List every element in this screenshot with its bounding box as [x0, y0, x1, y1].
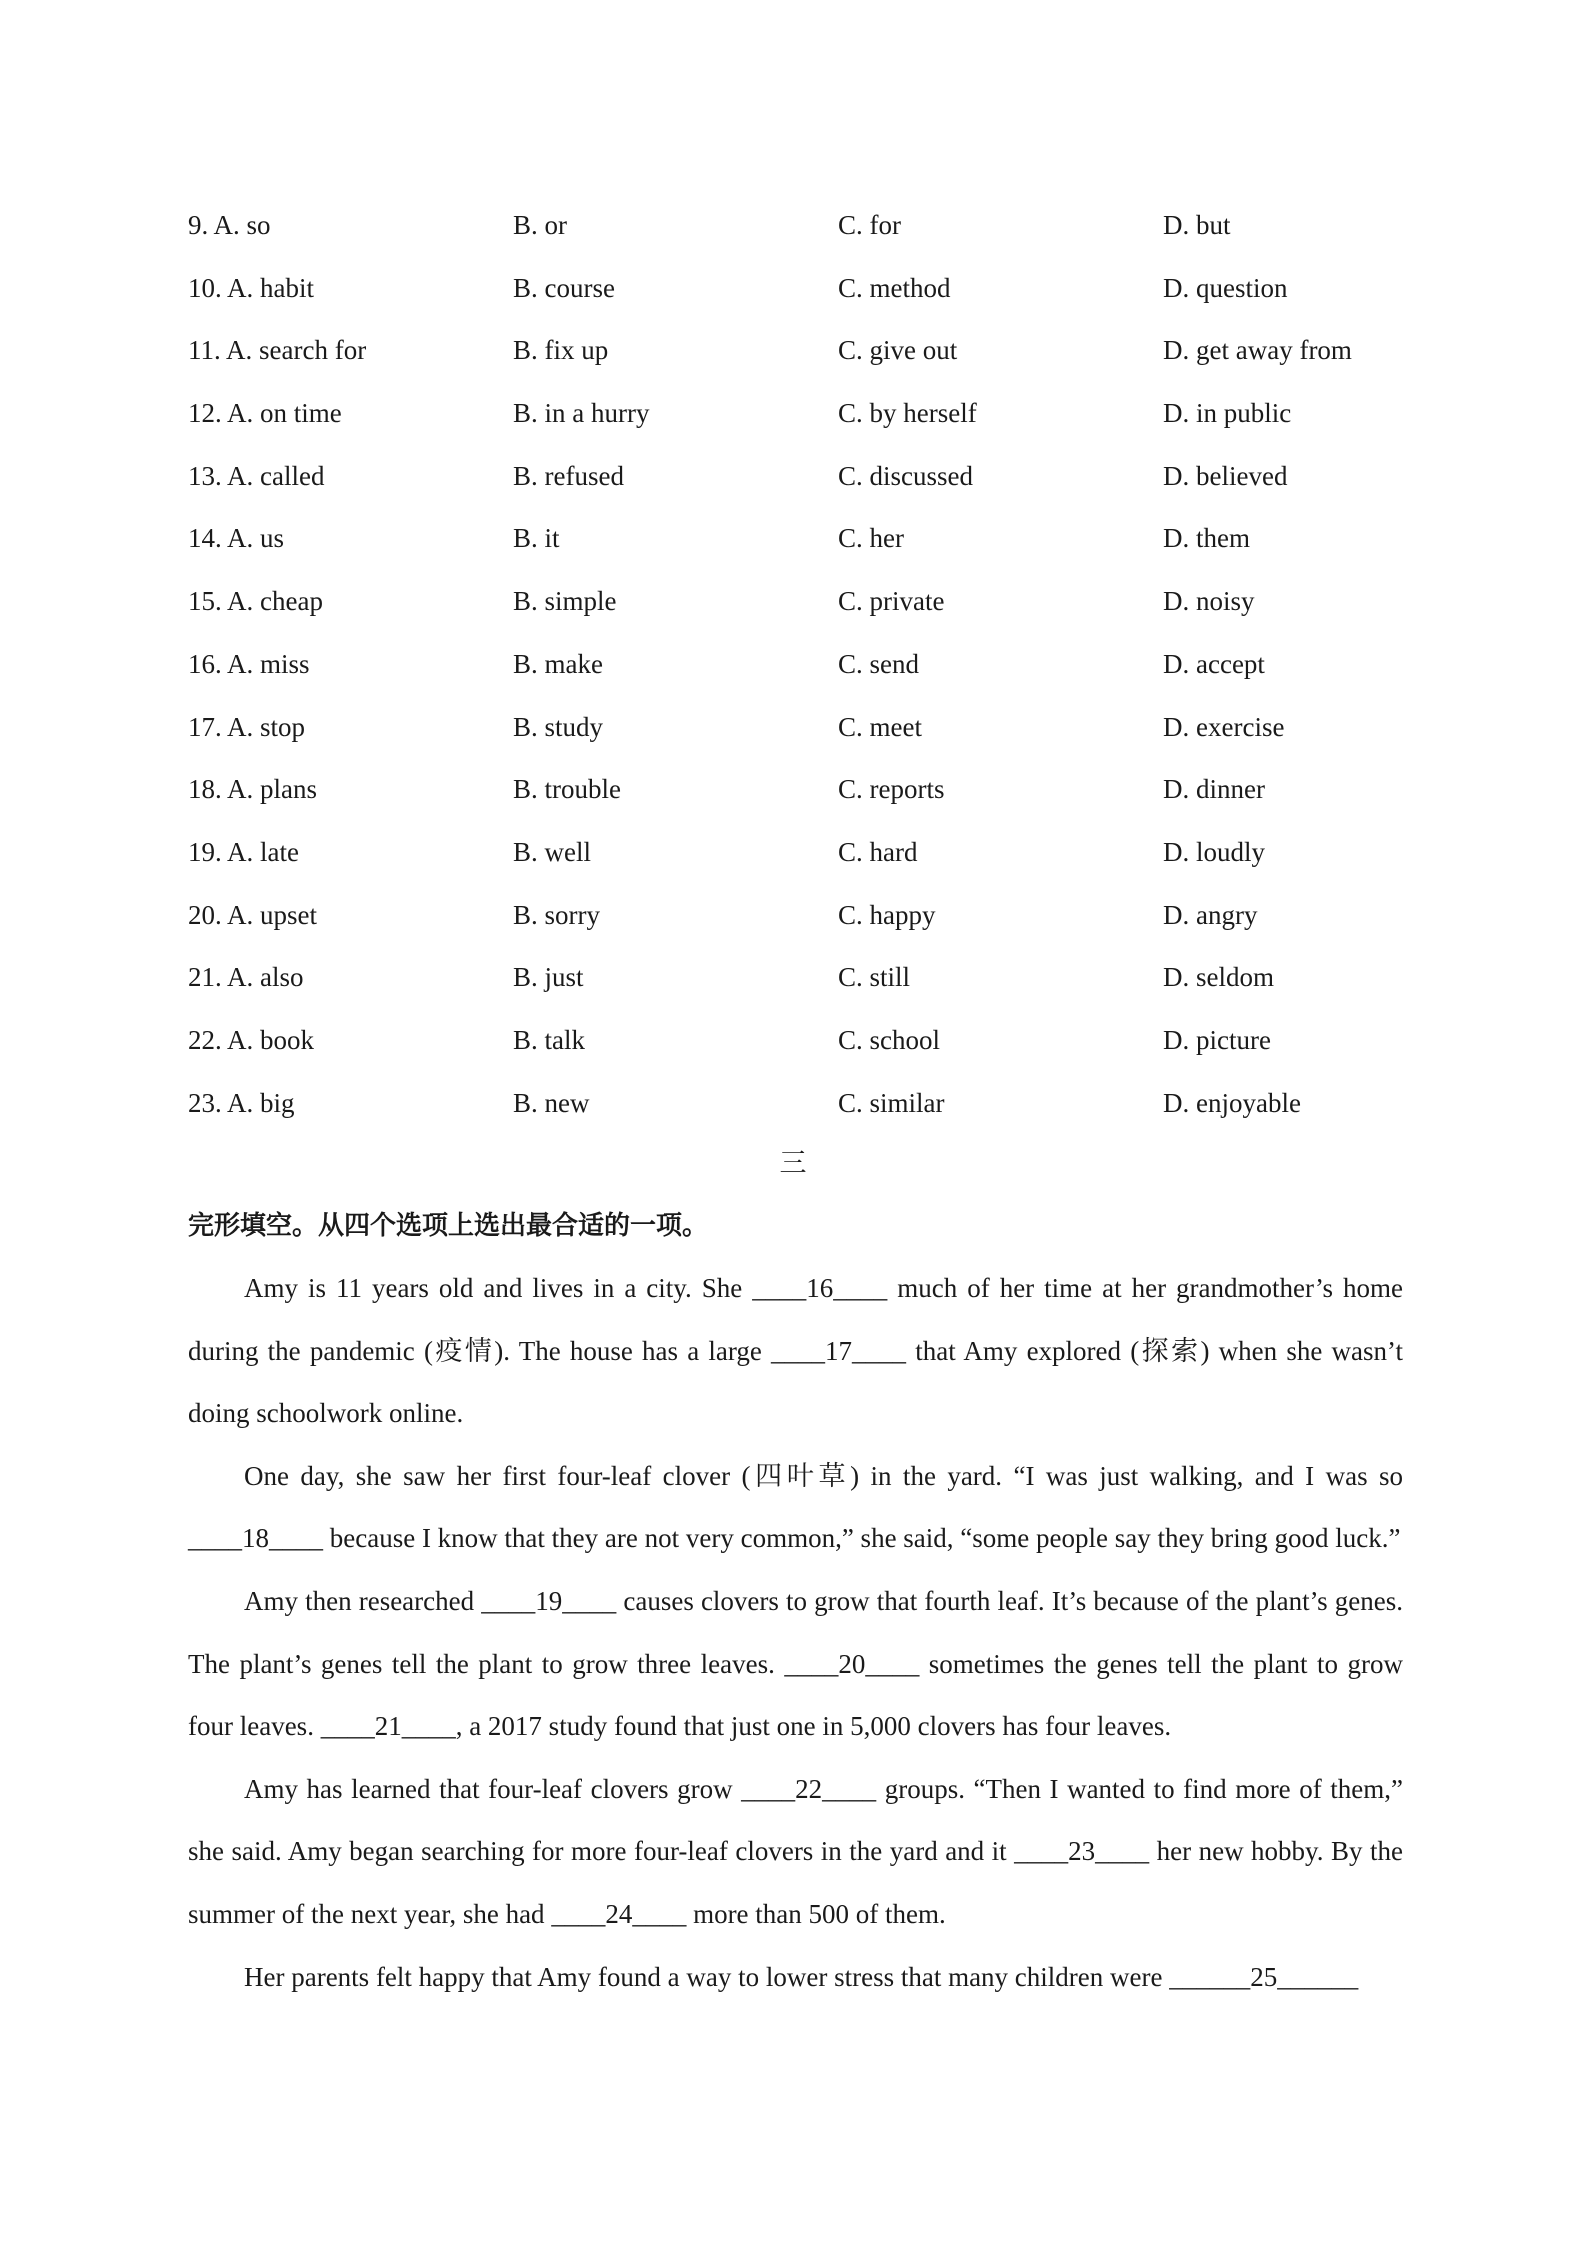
passage-text: Amy is 11 years old and lives in a city. She	[244, 1273, 753, 1303]
cloze-passage	[188, 1257, 1403, 2008]
passage-text: groups. “Then I wanted to find more of them,” she said. Amy began searching for more four-leaf clovers in the yard and it	[188, 1773, 1403, 1867]
option-a: 23. A. big	[188, 1087, 295, 1118]
blank-22: ____22____	[741, 1773, 877, 1804]
passage-text: One day, she saw her first four-leaf clover (四叶草) in the yard. “I was just walking, and I was so	[244, 1460, 1403, 1491]
option-a: 14. A. us	[188, 523, 285, 554]
option-c: C. private	[838, 586, 945, 617]
option-b: B. or	[513, 210, 567, 240]
passage-paragraph-3	[188, 1570, 1403, 1758]
passage-paragraph-5	[188, 1946, 1403, 2009]
blank-23: ____23____	[1014, 1836, 1150, 1867]
option-c: C. her	[838, 523, 904, 554]
option-row-18	[188, 758, 1448, 821]
passage-paragraph-1	[188, 1257, 1403, 1445]
option-row-22	[188, 1009, 1448, 1072]
option-a: 9. A. so	[188, 210, 271, 240]
option-b: B. fix up	[513, 335, 609, 366]
option-b: B. new	[513, 1087, 590, 1118]
passage-text: causes clovers to grow that fourth leaf. It’s because of the plant’s genes. The plant’s genes tell the plant to grow three leaves.	[188, 1585, 1403, 1679]
option-d: D. in public	[1163, 398, 1292, 429]
blank-21: ____21____	[320, 1711, 456, 1742]
option-c: C. still	[838, 962, 911, 993]
option-d: D. dinner	[1163, 774, 1265, 805]
option-a: 19. A. late	[188, 836, 299, 867]
option-row-12	[188, 382, 1448, 445]
option-c: C. by herself	[838, 398, 977, 429]
option-d: D. question	[1163, 272, 1288, 303]
option-b: B. in a hurry	[513, 398, 650, 429]
option-b: B. refused	[513, 460, 624, 491]
blank-17: ____17____	[771, 1335, 907, 1366]
option-d: D. them	[1163, 523, 1250, 554]
option-c: C. give out	[838, 335, 958, 366]
blank-19: ____19____	[481, 1585, 617, 1616]
answer-options-table	[188, 194, 1448, 1134]
option-b: B. just	[513, 962, 584, 993]
blank-16: ____16____	[752, 1273, 888, 1303]
option-row-10	[188, 257, 1448, 320]
option-b: B. simple	[513, 586, 617, 617]
option-d: D. enjoyable	[1163, 1087, 1301, 1118]
blank-24: ____24____	[551, 1898, 687, 1929]
passage-text: much of her time at her grandmother’s home during the pandemic (疫情). The house has a large	[188, 1273, 1403, 1366]
passage-text: her new hobby. By the summer of the next year, she had	[188, 1836, 1404, 1929]
passage-text: more than 500 of them.	[686, 1898, 946, 1929]
option-c: C. hard	[838, 836, 918, 867]
option-row-13	[188, 445, 1448, 508]
option-d: D. get away from	[1163, 335, 1352, 366]
option-d: D. loudly	[1163, 836, 1266, 867]
option-b: B. it	[513, 523, 560, 554]
option-row-14	[188, 507, 1448, 570]
option-row-16	[188, 633, 1448, 696]
option-b: B. sorry	[513, 899, 600, 930]
section-instruction: 完形填空。从四个选项上选出最合适的一项。	[188, 1211, 709, 1241]
option-d: D. angry	[1163, 899, 1258, 930]
option-d: D. accept	[1163, 648, 1265, 679]
option-b: B. study	[513, 711, 604, 742]
option-d: D. noisy	[1163, 586, 1255, 617]
option-row-21	[188, 946, 1448, 1009]
option-d: D. picture	[1163, 1024, 1271, 1055]
option-row-23	[188, 1072, 1448, 1135]
option-row-19	[188, 821, 1448, 884]
passage-text: , a 2017 study found that just one in 5,000 clovers has four leaves.	[455, 1711, 1172, 1742]
option-row-20	[188, 884, 1448, 947]
passage-paragraph-2	[188, 1445, 1403, 1570]
option-a: 16. A. miss	[188, 648, 310, 679]
passage-text: Amy then researched	[244, 1585, 482, 1616]
option-a: 15. A. cheap	[188, 586, 323, 617]
option-c: C. similar	[838, 1087, 945, 1118]
option-d: D. exercise	[1163, 711, 1285, 742]
option-b: B. trouble	[513, 774, 621, 805]
option-c: C. send	[838, 648, 919, 679]
option-row-15	[188, 570, 1448, 633]
option-row-17	[188, 696, 1448, 759]
option-c: C. for	[838, 210, 901, 240]
passage-text: sometimes the genes tell the plant to grow four leaves.	[188, 1648, 1403, 1742]
option-c: C. happy	[838, 899, 936, 930]
option-d: D. but	[1163, 210, 1231, 240]
passage-text: because I know that they are not very common,” she said, “some people say they bring good luck.”	[323, 1523, 1401, 1554]
option-c: C. discussed	[838, 460, 973, 491]
option-row-11	[188, 319, 1448, 382]
option-c: C. reports	[838, 774, 945, 805]
option-a: 18. A. plans	[188, 774, 318, 805]
option-a: 22. A. book	[188, 1024, 315, 1055]
option-a: 20. A. upset	[188, 899, 318, 930]
blank-20: ____20____	[784, 1648, 920, 1679]
option-a: 21. A. also	[188, 962, 304, 993]
option-row-9	[188, 194, 1448, 257]
option-c: C. school	[838, 1024, 941, 1055]
passage-text: Amy has learned that four-leaf clovers grow	[244, 1773, 742, 1804]
blank-25: ______25______	[1169, 1961, 1359, 1992]
option-c: C. method	[838, 272, 951, 303]
option-b: B. well	[513, 836, 591, 867]
blank-18: ____18____	[188, 1523, 323, 1554]
passage-paragraph-4	[188, 1758, 1403, 1946]
option-b: B. make	[513, 648, 603, 679]
option-a: 17. A. stop	[188, 711, 306, 742]
option-a: 11. A. search for	[188, 335, 367, 366]
option-b: B. course	[513, 272, 615, 303]
passage-text: Her parents felt happy that Amy found a way to lower stress that many children were	[244, 1961, 1170, 1992]
option-d: D. seldom	[1163, 962, 1274, 993]
passage-text: that Amy explored (探索) when she wasn’t doing schoolwork online.	[188, 1335, 1404, 1429]
option-b: B. talk	[513, 1024, 585, 1055]
option-d: D. believed	[1163, 460, 1288, 491]
option-a: 12. A. on time	[188, 398, 342, 429]
option-a: 13. A. called	[188, 460, 325, 491]
section-number: 三	[779, 1148, 807, 1178]
option-a: 10. A. habit	[188, 272, 314, 303]
option-c: C. meet	[838, 711, 922, 742]
